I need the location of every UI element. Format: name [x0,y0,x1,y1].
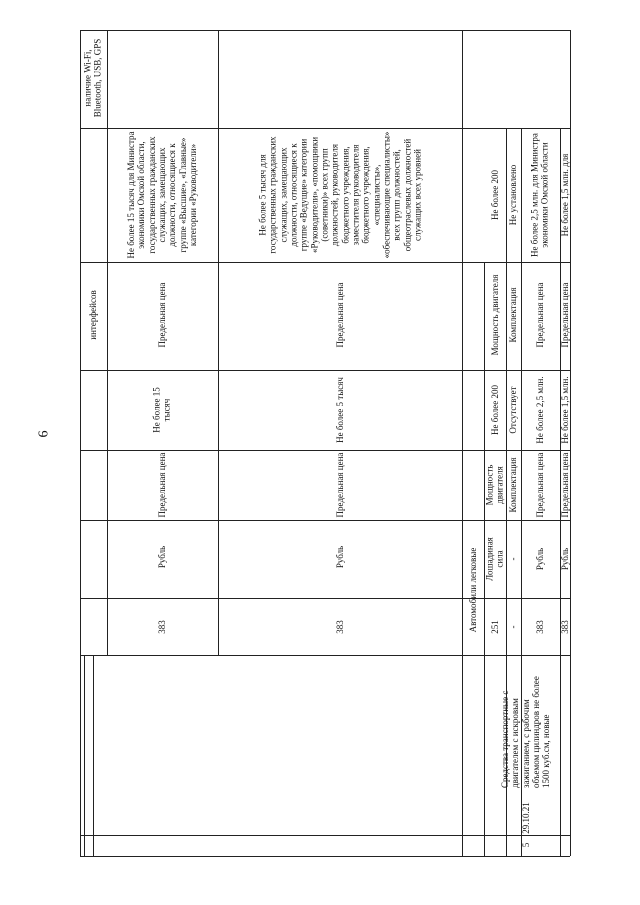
characteristic-2: Мощность двигателя [489,274,500,356]
unit-name: Рубль [334,545,345,569]
characteristic: Комплектация [507,457,518,513]
characteristic-value: Не более 15 тысяч [151,387,172,433]
okei-code: 383 [559,620,570,634]
characteristic-2: Предельная цена [559,282,570,348]
characteristic-note: Не более 2,5 млн. для Министра экономики Омской области [529,133,550,257]
unit-name: Рубль [534,547,545,571]
characteristic: Предельная цена [534,452,545,518]
characteristic-note: Не более 1,5 млн. для [559,153,570,237]
okei-code: - [507,625,518,629]
characteristic-note: Не более 5 тысяч для государственных гражданских служащих, замещающих должности, относящиеся к группе «Ведущие» категории «Руководители», «помощники (советники)» всех групп должностей, руководителя бюджетного учреждения, заместителя руководителя бюджетного учреждения, «специалисты», «обеспечивающие специалисты» всех групп должностей, общеотраслевых должностей служащих всех уровней [257,131,423,259]
characteristic-note: Не установлено [507,164,518,226]
characteristic-value: Не более 2,5 млн. [534,376,545,444]
page-number: 6 [36,430,52,438]
unit-name: Лошадиная сила [484,537,505,581]
okei-code: 383 [534,620,545,634]
characteristic-value: Не более 5 тысяч [334,377,345,443]
characteristic: Мощность двигателя [484,464,505,506]
unit-name: Рубль [559,547,570,571]
interfaces-label: интерфейсов [87,290,98,340]
characteristic-value: Отсутствует [507,386,518,434]
unit-name: Рубль [156,545,167,569]
interfaces-value: наличие Wi-Fi, Bluetooth, USB, GPS [82,38,103,118]
characteristic: Предельная цена [334,452,345,518]
okei-code: 251 [489,620,500,634]
okei-code: 383 [156,620,167,634]
row-number: 5 [520,842,531,848]
characteristic-note: Не более 200 [489,170,500,220]
okpd-code: 29.10.21 [520,802,531,834]
characteristic: Предельная цена [156,452,167,518]
characteristic-value: Не более 200 [489,385,500,435]
characteristic-value: Не более 1,5 млн. [559,376,570,444]
characteristic-2: Предельная цена [334,282,345,348]
characteristic-2: Предельная цена [156,282,167,348]
okei-code: 383 [334,620,345,634]
section-label: Автомобили легковые [467,547,478,633]
characteristic-2: Комплектация [507,287,518,343]
item-name: Средства транспортные с двигателем с искровым зажиганием, с рабочим объемом цилиндров не более 1500 куб.см, новые [500,676,552,788]
characteristic: Предельная цена [559,452,570,518]
characteristic-note: Не более 15 тысяч для Министра экономики Омской области, государственных гражданских служащих, замещающих должности, относящиеся к группе «Высшие», «Главные» категории «Руководители» [125,131,198,259]
characteristic-2: Предельная цена [534,282,545,348]
unit-name: - [507,557,518,561]
